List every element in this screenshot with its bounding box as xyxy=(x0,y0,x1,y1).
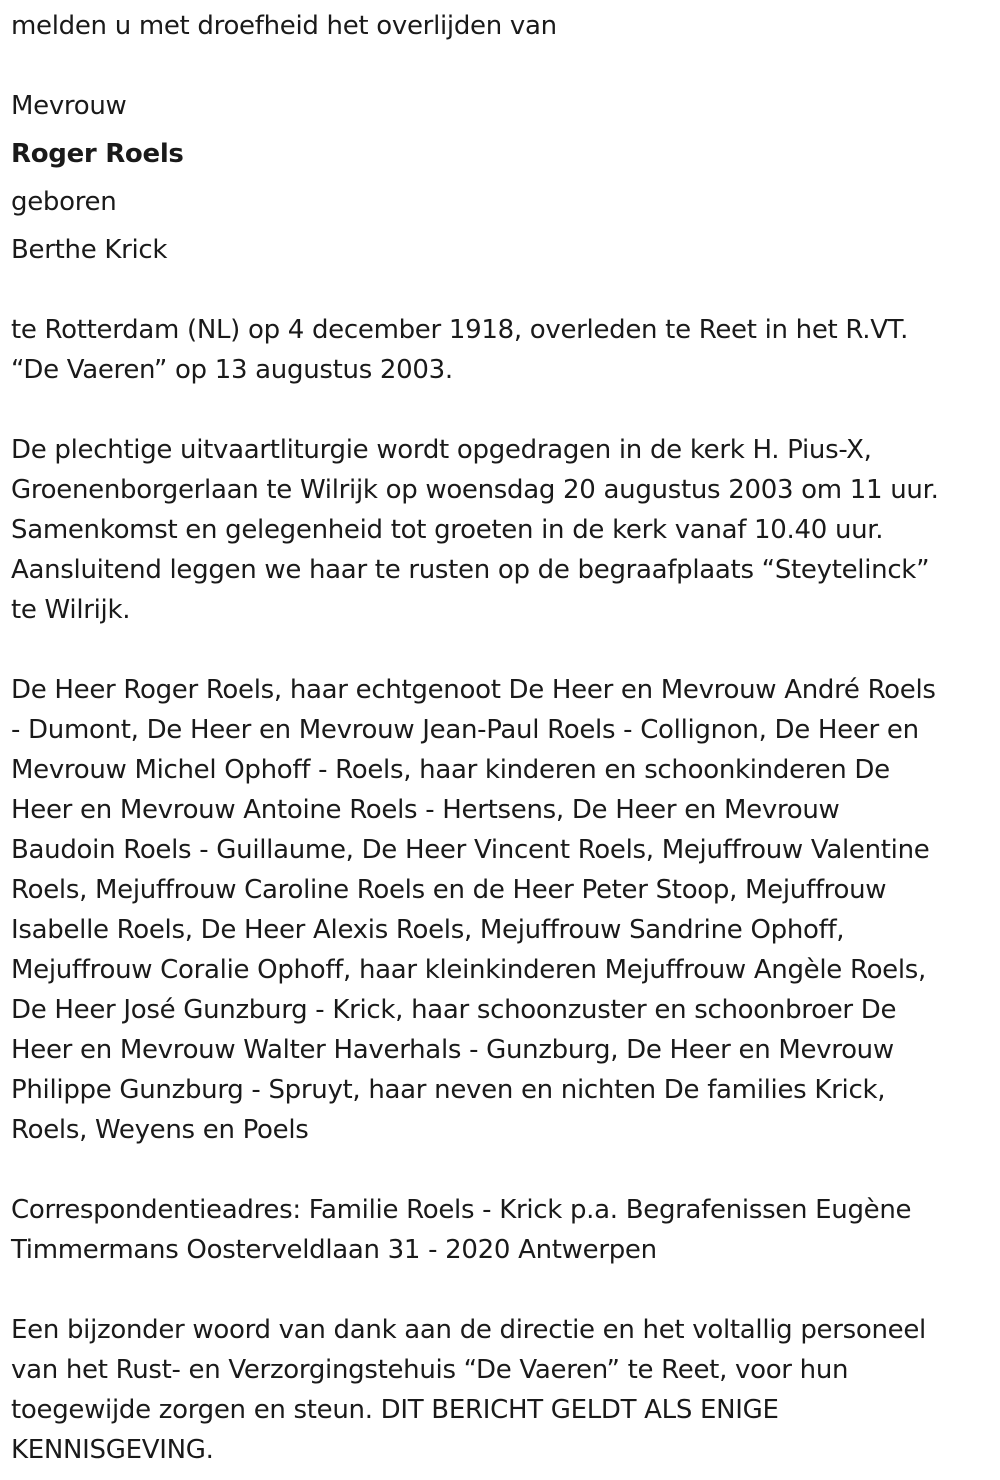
paragraph-line: van het Rust- en Verzorgingstehuis “De Vaeren” te Reet, voor hun xyxy=(11,1355,849,1385)
paragraph-line: Correspondentieadres: Familie Roels - Krick p.a. Begrafenissen Eugène xyxy=(11,1195,912,1225)
deceased-name: Roger Roels xyxy=(11,139,184,169)
paragraph-line: te Rotterdam (NL) op 4 december 1918, overleden te Reet in het R.VT. xyxy=(11,315,909,345)
thanks-paragraph xyxy=(11,1310,991,1470)
paragraph-line: Groenenborgerlaan te Wilrijk op woensdag 20 augustus 2003 om 11 uur. xyxy=(11,475,939,505)
paragraph-line: Heer en Mevrouw Walter Haverhals - Gunzburg, De Heer en Mevrouw xyxy=(11,1035,894,1065)
paragraph-line: Mevrouw Michel Ophoff - Roels, haar kinderen en schoonkinderen De xyxy=(11,755,890,785)
paragraph-line: De Heer Roger Roels, haar echtgenoot De Heer en Mevrouw André Roels xyxy=(11,675,936,705)
paragraph-line: toegewijde zorgen en steun. DIT BERICHT GELDT ALS ENIGE xyxy=(11,1395,779,1425)
paragraph-line: - Dumont, De Heer en Mevrouw Jean-Paul Roels - Collignon, De Heer en xyxy=(11,715,919,745)
spacer xyxy=(11,46,991,86)
family-paragraph xyxy=(11,670,991,1150)
paragraph-line: Timmermans Oosterveldlaan 31 - 2020 Antwerpen xyxy=(11,1235,657,1265)
funeral-paragraph xyxy=(11,430,991,630)
intro-text: melden u met droefheid het overlijden van xyxy=(11,11,557,41)
spacer xyxy=(11,274,991,310)
paragraph-line: Baudoin Roels - Guillaume, De Heer Vincent Roels, Mejuffrouw Valentine xyxy=(11,835,930,865)
paragraph-line: De Heer José Gunzburg - Krick, haar schoonzuster en schoonbroer De xyxy=(11,995,897,1025)
paragraph-line: Philippe Gunzburg - Spruyt, haar neven en nichten De families Krick, xyxy=(11,1075,886,1105)
paragraph-line: Mejuffrouw Coralie Ophoff, haar kleinkinderen Mejuffrouw Angèle Roels, xyxy=(11,955,927,985)
paragraph-line: Roels, Mejuffrouw Caroline Roels en de Heer Peter Stoop, Mejuffrouw xyxy=(11,875,887,905)
paragraph-line: “De Vaeren” op 13 augustus 2003. xyxy=(11,355,453,385)
spacer xyxy=(11,1270,991,1310)
obituary-notice xyxy=(11,6,991,1470)
spacer xyxy=(11,390,991,430)
maiden-name: Berthe Krick xyxy=(11,235,168,265)
paragraph-line: Heer en Mevrouw Antoine Roels - Hertsens, De Heer en Mevrouw xyxy=(11,795,840,825)
paragraph-line: Een bijzonder woord van dank aan de directie en het voltallig personeel xyxy=(11,1315,926,1345)
paragraph-line: KENNISGEVING. xyxy=(11,1435,214,1465)
correspondence-paragraph xyxy=(11,1190,991,1270)
paragraph-line: Samenkomst en gelegenheid tot groeten in de kerk vanaf 10.40 uur. xyxy=(11,515,884,545)
spacer xyxy=(11,630,991,670)
born-label: geboren xyxy=(11,187,117,217)
paragraph-line: Roels, Weyens en Poels xyxy=(11,1115,309,1145)
deceased-block xyxy=(11,82,991,274)
spacer xyxy=(11,1150,991,1190)
paragraph-line: Aansluitend leggen we haar te rusten op de begraafplaats “Steytelinck” xyxy=(11,555,930,585)
paragraph-line: Isabelle Roels, De Heer Alexis Roels, Mejuffrouw Sandrine Ophoff, xyxy=(11,915,845,945)
paragraph-line: De plechtige uitvaartliturgie wordt opgedragen in de kerk H. Pius-X, xyxy=(11,435,872,465)
paragraph-line: te Wilrijk. xyxy=(11,595,131,625)
birth-death-paragraph xyxy=(11,310,991,390)
deceased-title: Mevrouw xyxy=(11,91,127,121)
